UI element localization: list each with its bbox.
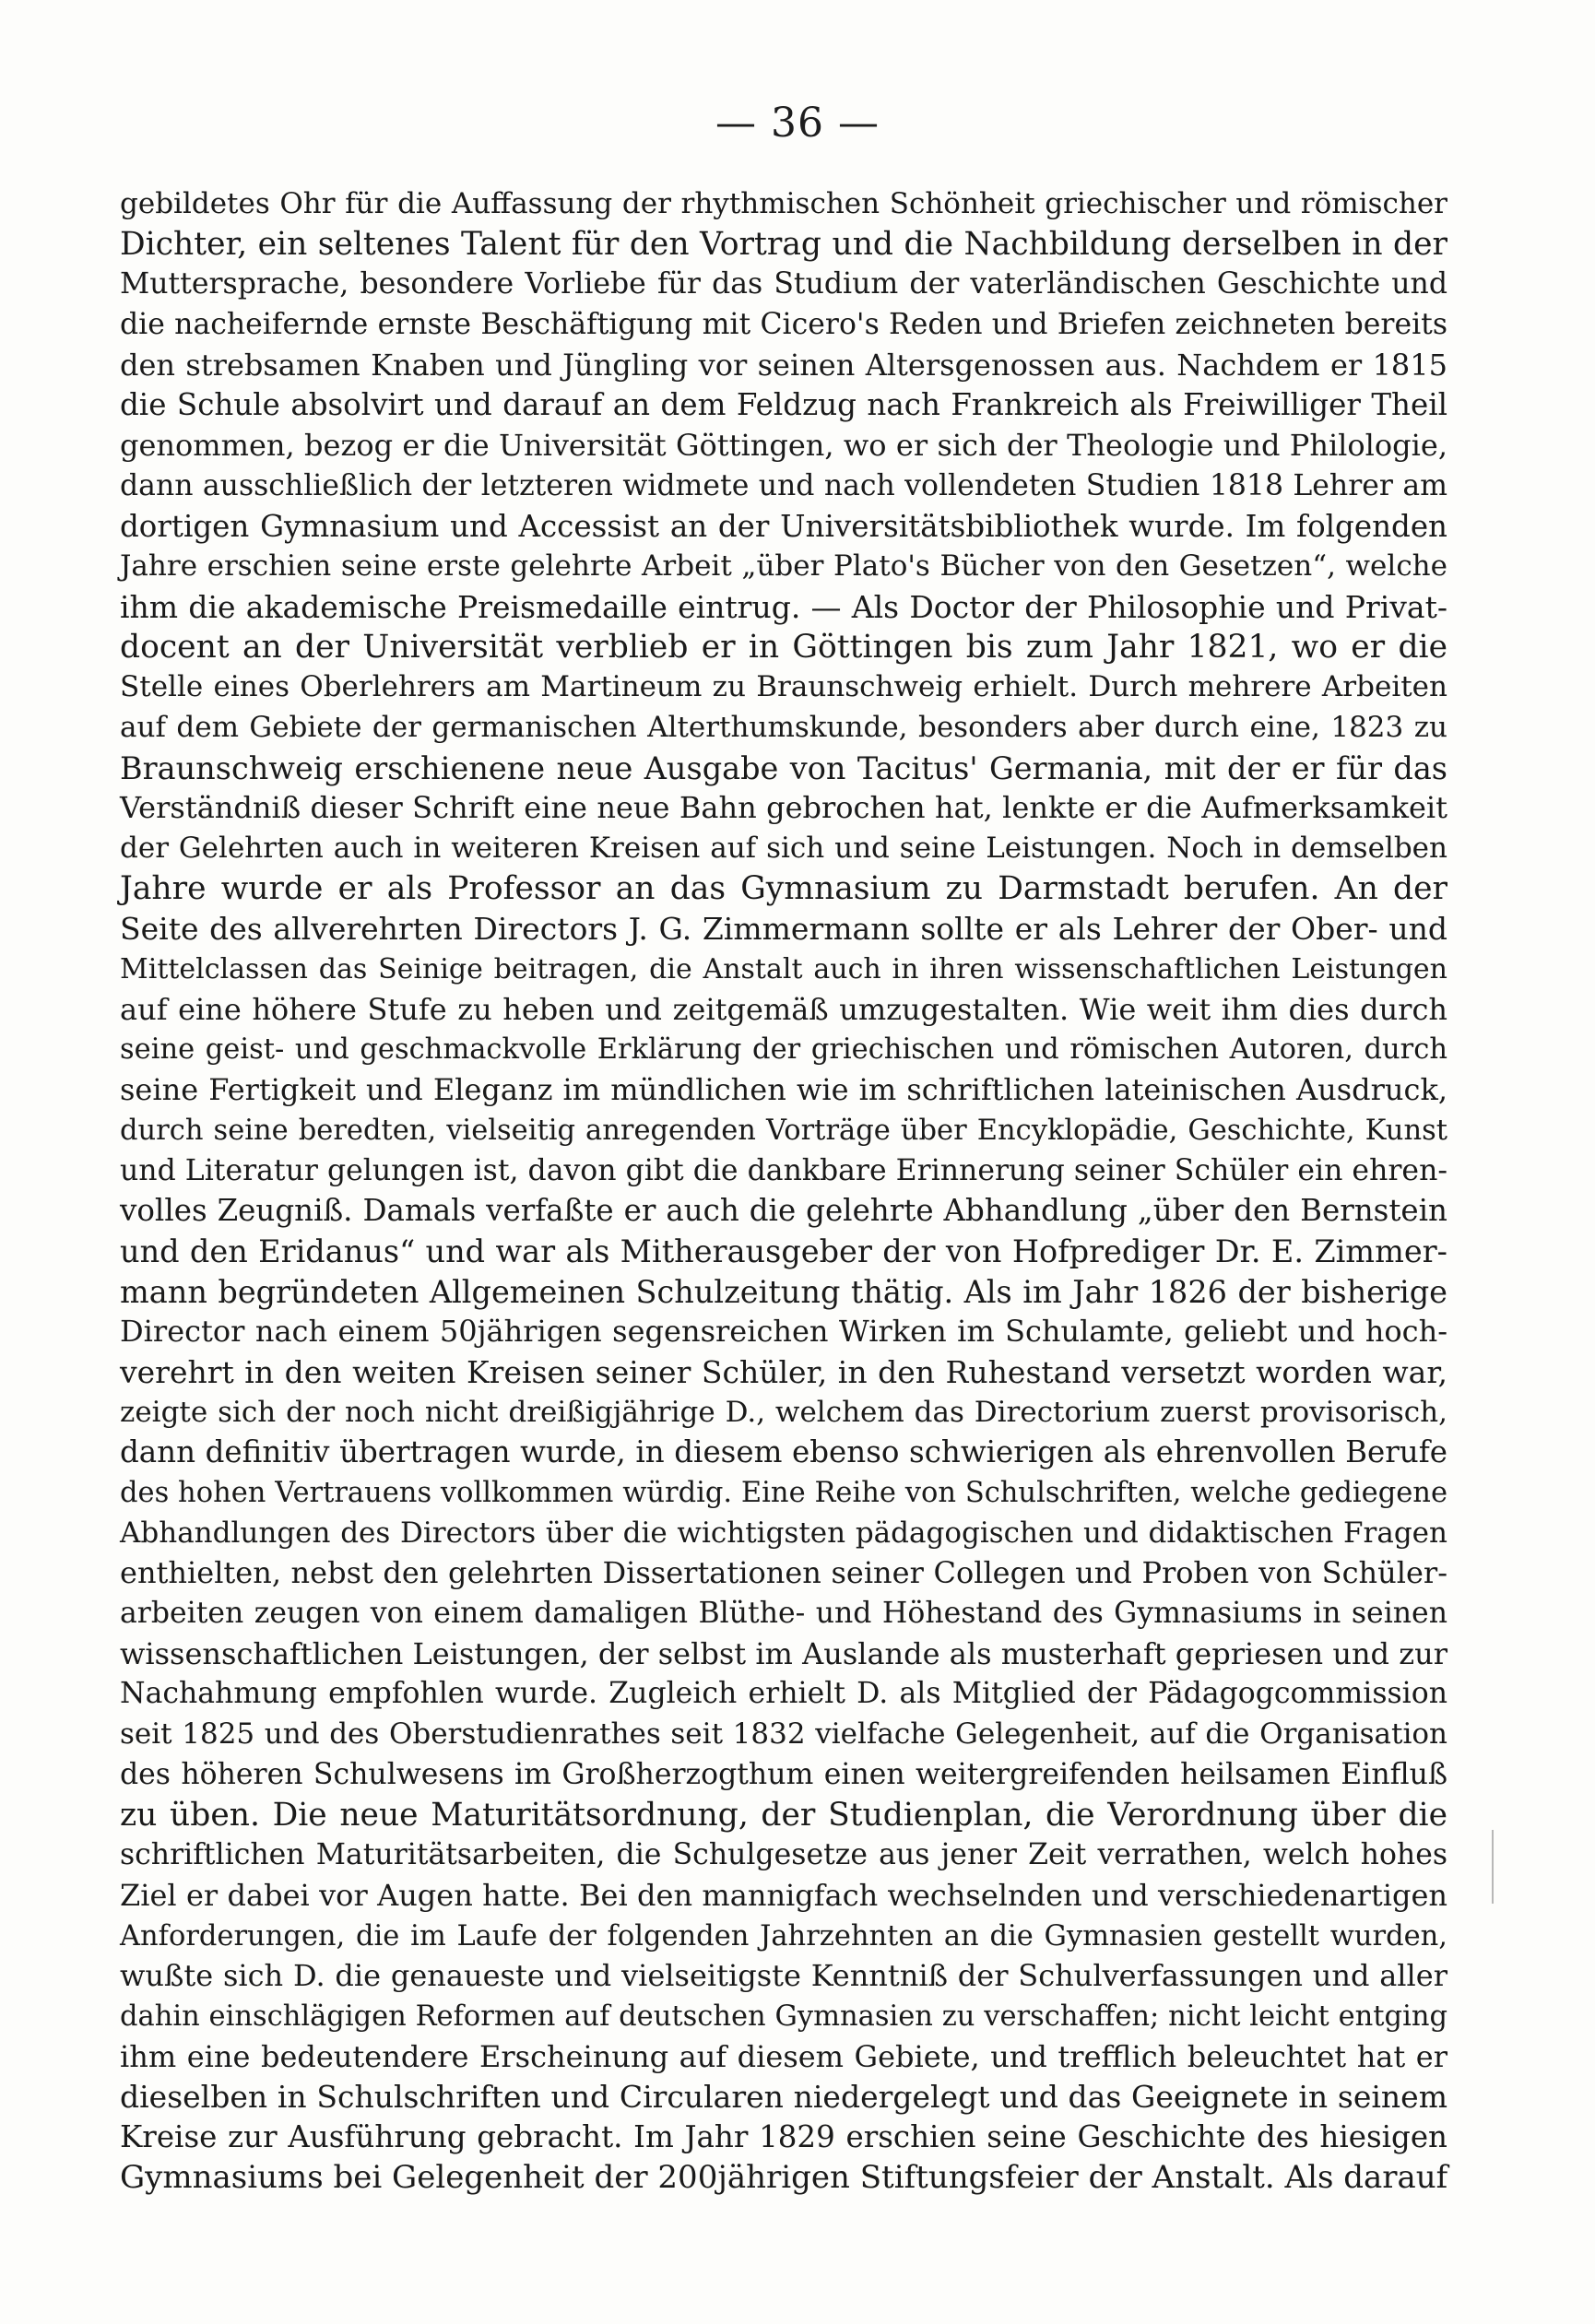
text-line: wissenschaftlichen Leistungen, der selbst im Auslande als musterhaft gepriesen und zur <box>120 1635 1447 1671</box>
text-line: genommen, bezog er die Universität Göttingen, wo er sich der Theologie und Philologie, <box>120 428 1447 464</box>
text-line: zu üben. Die neue Maturitätsordnung, der Studienplan, die Verordnung über die <box>120 1796 1447 1834</box>
text-line: enthielten, nebst den gelehrten Dissertationen seiner Collegen und Proben von Schüler- <box>120 1555 1447 1591</box>
text-line: Director nach einem 50jährigen segensreichen Wirken im Schulamte, geliebt und hoch- <box>120 1314 1447 1350</box>
text-line: Jahre wurde er als Professor an das Gymnasium zu Darmstadt berufen. An der <box>120 869 1447 907</box>
text-line: docent an der Universität verblieb er in Göttingen bis zum Jahr 1821, wo er die <box>120 628 1447 666</box>
text-line: Ziel er dabei vor Augen hatte. Bei den mannigfach wechselnden und verschiedenartigen <box>120 1877 1447 1913</box>
text-line: den strebsamen Knaben und Jüngling vor seinen Altersgenossen aus. Nachdem er 1815 <box>120 347 1447 383</box>
text-line: Mittelclassen das Seinige beitragen, die Anstalt auch in ihren wissenschaftlichen Leistungen <box>120 953 1447 986</box>
text-line: auf eine höhere Stufe zu heben und zeitgemäß umzugestalten. Wie weit ihm dies durch <box>120 991 1447 1027</box>
text-line: Anforderungen, die im Laufe der folgenden Jahrzehnten an die Gymnasien gestellt wurden, <box>120 1919 1447 1952</box>
text-line: Jahre erschien seine erste gelehrte Arbeit „über Plato's Bücher von den Gesetzen“, welche <box>120 549 1447 584</box>
text-line: seine geist- und geschmackvolle Erklärung der griechischen und römischen Autoren, durch <box>120 1033 1447 1067</box>
text-line: ihm eine bedeutendere Erscheinung auf diesem Gebiete, und trefflich beleuchtet hat er <box>120 2038 1447 2074</box>
text-line: Verständniß dieser Schrift eine neue Bahn gebrochen hat, lenkte er die Aufmerksamkeit <box>120 790 1447 826</box>
text-line: dann ausschließlich der letzteren widmete und nach vollendeten Studien 1818 Lehrer am <box>120 468 1447 502</box>
text-line: Gymnasiums bei Gelegenheit der 200jährigen Stiftungsfeier der Anstalt. Als darauf <box>120 2158 1448 2196</box>
text-line: ihm die akademische Preismedaille eintrug. — Als Doctor der Philosophie und Privat- <box>120 588 1447 625</box>
text-line: und Literatur gelungen ist, davon gibt die dankbare Erinnerung seiner Schüler ein ehren- <box>120 1153 1447 1187</box>
text-line: seine Fertigkeit und Eleganz im mündlichen wie im schriftlichen lateinischen Ausdruck, <box>120 1072 1447 1108</box>
text-line: dahin einschlägigen Reformen auf deutschen Gymnasien zu verschaffen; nicht leicht entging <box>120 2000 1447 2033</box>
text-line: dieselben in Schulschriften und Circularen niedergelegt und das Geeignete in seinem <box>120 2079 1447 2116</box>
text-line: Stelle eines Oberlehrers am Martineum zu Braunschweig erhielt. Durch mehrere Arbeiten <box>120 670 1447 704</box>
text-line: Seite des allverehrten Directors J. G. Zimmermann sollte er als Lehrer der Ober- und <box>120 911 1447 948</box>
text-line: Muttersprache, besondere Vorliebe für das Studium der vaterländischen Geschichte und <box>120 267 1447 301</box>
page-number: — 36 — <box>715 100 880 147</box>
text-line: des höheren Schulwesens im Großherzogthum einen weitergreifenden heilsamen Einfluß <box>120 1757 1447 1791</box>
text-line: gebildetes Ohr für die Auffassung der rhythmischen Schönheit griechischer und römischer <box>120 187 1447 220</box>
text-line: dann definitiv übertragen wurde, in diesem ebenso schwierigen als ehrenvollen Berufe <box>120 1434 1447 1470</box>
body-text <box>120 184 1447 2198</box>
text-line: der Gelehrten auch in weiteren Kreisen auf sich und seine Leistungen. Noch in demselben <box>120 832 1447 865</box>
text-line: schriftlichen Maturitätsarbeiten, die Schulgesetze aus jener Zeit verrathen, welch hohes <box>120 1838 1447 1872</box>
text-line: zeigte sich der noch nicht dreißigjährige D., welchem das Directorium zuerst provisorisch, <box>120 1395 1447 1429</box>
text-line: wußte sich D. die genaueste und vielseitigste Kenntniß der Schulverfassungen und aller <box>120 1958 1447 1994</box>
text-line: die Schule absolvirt und darauf an dem Feldzug nach Frankreich als Freiwilliger Theil <box>120 387 1447 423</box>
text-line: dortigen Gymnasium und Accessist an der Universitätsbibliothek wurde. Im folgenden <box>120 508 1447 544</box>
text-line: die nacheifernde ernste Beschäftigung mit Cicero's Reden und Briefen zeichneten bereits <box>120 308 1447 342</box>
text-line: und den Eridanus“ und war als Mitherausgeber der von Hofprediger Dr. E. Zimmer- <box>120 1233 1447 1269</box>
text-line: seit 1825 und des Oberstudienrathes seit 1832 vielfache Gelegenheit, auf die Organisation <box>120 1717 1447 1752</box>
text-line: durch seine beredten, vielseitig anregenden Vorträge über Encyklopädie, Geschichte, Kunst <box>120 1114 1447 1147</box>
text-line: volles Zeugniß. Damals verfaßte er auch die gelehrte Abhandlung „über den Bernstein <box>120 1193 1447 1229</box>
text-line: des hohen Vertrauens vollkommen würdig. Eine Reihe von Schulschriften, welche gediegene <box>120 1477 1447 1509</box>
text-line: Kreise zur Ausführung gebracht. Im Jahr 1829 erschien seine Geschichte des hiesigen <box>120 2119 1447 2154</box>
text-line: Braunschweig erschienene neue Ausgabe von Tacitus' Germania, mit der er für das <box>120 749 1447 786</box>
margin-mark <box>1492 1830 1494 1904</box>
text-line: mann begründeten Allgemeinen Schulzeitung thätig. Als im Jahr 1826 der bisherige <box>120 1273 1447 1310</box>
text-line: Dichter, ein seltenes Talent für den Vortrag und die Nachbildung derselben in der <box>120 225 1447 263</box>
text-line: verehrt in den weiten Kreisen seiner Schüler, in den Ruhestand versetzt worden war, <box>120 1353 1447 1390</box>
text-line: Nachahmung empfohlen wurde. Zugleich erhielt D. als Mitglied der Pädagogcommission <box>120 1677 1447 1711</box>
text-line: Abhandlungen des Directors über die wichtigsten pädagogischen und didaktischen Fragen <box>120 1516 1447 1550</box>
text-line: auf dem Gebiete der germanischen Alterthumskunde, besonders aber durch eine, 1823 zu <box>120 710 1447 744</box>
text-line: arbeiten zeugen von einem damaligen Blüthe- und Höhestand des Gymnasiums in seinen <box>120 1597 1447 1631</box>
